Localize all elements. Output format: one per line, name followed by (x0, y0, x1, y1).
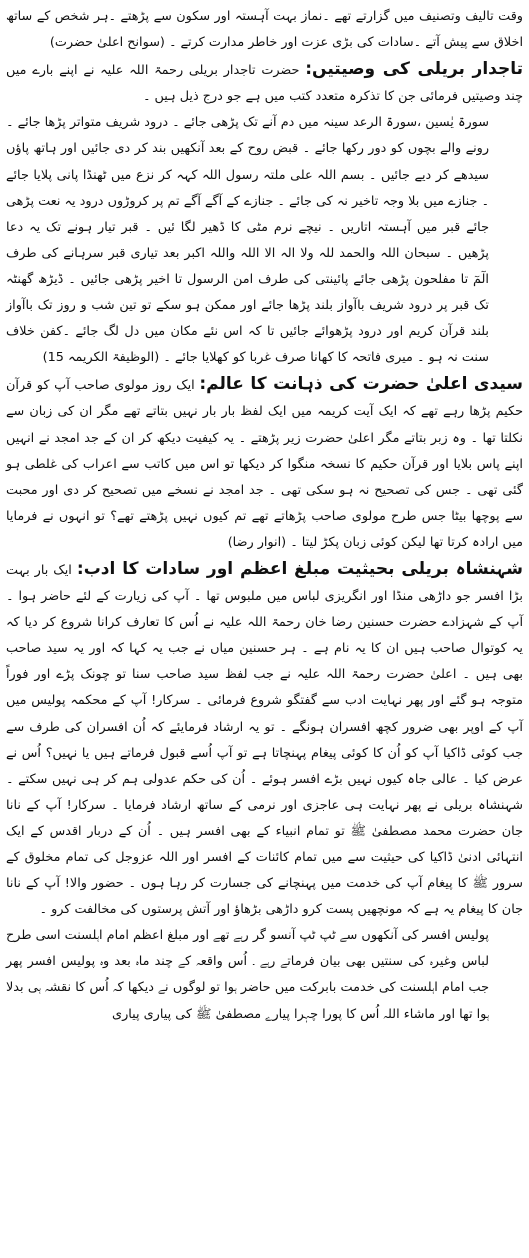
paragraph-intelligence (6, 371, 523, 556)
paragraph-will-list (6, 110, 523, 371)
paragraph-police-officer (6, 923, 523, 1027)
paragraph-text: وقت تالیف وتصنیف میں گزارتے تھے ۔نماز بہت آہستہ اور سکون سے پڑھتے ۔ہر شخص کے ساتھ اخلاق سے پیش آتے ۔سادات کی بڑی عزت اور خاطر مدارت کرتے ۔ (سوانح اعلیٰ حضرت) (6, 9, 523, 51)
paragraph-wills (6, 56, 523, 110)
paragraph-text: ایک بار بہت بڑا افسر جو داڑھی منڈا اور انگریزی لباس میں ملبوس تھا ۔ آپ کی زیارت کے لئے حاضر ہوا ۔ آپ کے شہزادے حضرت حسنین رضا خان رحمۃ اللہ علیہ نے اُس کا تعارف کرانا شروع کر دیا کہ یہ کوتوال صاحب ہیں ان کا یہ نام ہے ۔ ہر حسنین میاں نے جب یہ کہا کہ اور یہ سید صاحب بھی ہیں ۔ اعلیٰ حضرت رحمۃ اللہ علیہ نے جب لفظ سید صاحب سنا تو چونک پڑے اور فوراً متوجہ ہو گئے اور پھر نہایت ادب سے گفتگو شروع فرمائی ۔ سرکار! آپ کے محکمہ پولیس میں آپ کے اوپر بھی ضرور کچھ افسران ہونگے ۔ تو یہ ارشاد فرمایئے کہ اُن افسران کی طرف سے جب کوئی ڈاکیا آپ کو اُن کا کوئی پیغام پہنچاتا ہے تو آپ اُسے قبول فرماتے ہیں یا نہیں؟ اُس نے عرض کیا ۔ عالی جاہ کیوں نہیں بڑے افسر ہوئے ۔ اُن کی حکم عدولی ہم کر ہی نہیں سکتے ۔ شہنشاہ بریلی نے پھر نہایت ہی عاجزی اور نرمی کے ساتھ ارشاد فرمایا ۔ سرکار! آپ کے نانا جان حضرت محمد مصطفیٰ ﷺ تو تمام انبیاء کے بھی افسر ہیں ۔ اُن کے دربار اقدس کے ایک انتہائی ادنیٰ ڈاکیا کی حیثیت سے میں تمام کائنات کے افسر اور اللہ عزوجل کی تمام مخلوق کے سرور ﷺ کا پیغام آپ کی خدمت میں پہنچانے کی جسارت کر رہا ہوں ۔ حضور والا! آپ کے نانا جان کا پیغام یہ ہے کہ مونچھیں پست کرو داڑھی بڑھاؤ اور آتش پرستوں کی مخالفت کرو ۔ (6, 562, 523, 918)
section-heading-sadat-respect: شہنشاہ بریلی بحیثیت مبلغ اعظم اور سادات کا ادب: (76, 558, 523, 579)
paragraph-text: ایک روز مولوی صاحب آپ کو قرآن حکیم پڑھا رہے تھے کہ ایک آیت کریمہ میں ایک لفظ بار بار نہیں بتاتے تھے مگر ان کی زبان سے نکلتا تھا ۔ وہ زبر بتاتے مگر اعلیٰ حضرت زیر پڑھتے ۔ یہ کیفیت دیکھ کر ان کے جد امجد نے انہیں اپنے پاس بلایا اور قرآن حکیم کا نسخہ منگوا کر دیکھا تو اس میں کاتب سے اعراب کی غلطی ہو گئی تھی ۔ جس کی تصحیح نہ ہو سکی تھی ۔ جد امجد نے نسخے میں تصحیح کر دی اور محبت سے پوچھا بیٹا جس طرح مولوی صاحب پڑھاتے تھے تم کیوں نہیں پڑھتے تھے؟ تو انہوں نے فرمایا میں ارادہ کرتا تھا لیکن کوئی زبان پکڑ لیتا ۔ (انوار رضا) (6, 378, 523, 550)
paragraph-intro (6, 4, 523, 56)
paragraph-sadat-respect (6, 556, 523, 923)
paragraph-text: سورۃ یٰسین ،سورۃ الرعد سینہ میں دم آنے تک پڑھی جائے ۔ درود شریف متواتر پڑھا جائے ۔ رونے والے بچوں کو دور رکھا جائے ۔ قبض روح کے بعد آنکھیں بند کر دی جائیں اور ہاتھ پاؤں سیدھے کر دیے جائیں ۔ بسم اللہ علی ملتہ رسول اللہ کہہ کر نزع میں ٹھنڈا پانی پلایا جائے ۔ جنازے میں بلا وجہ تاخیر نہ کی جائے ۔ جنازے کے آگے آگے تم پر کروڑوں درود یہ نعت پڑھی جائے قبر میں آہستہ اتاریں ۔ نیچے نرم مٹی کا ڈھیر لگا ئیں ۔ قبر تیار ہونے تک یہ دعا پڑھیں ۔ سبحان اللہ والحمد للہ ولا الہ الا اللہ واللہ اکبر بعد تیاری قبر سرہانے کی طرف الٓمٓ تا مفلحون پڑھی جائے پائینتی کی طرف امن الرسول تا اخیر پڑھی جائیں ۔ ڈیڑھ گھنٹہ تک قبر پر درود شریف باآواز بلند پڑھا جائے اور ممکن ہو سکے تو تین شب و روز تک باآواز بلند قرآن کریم اور درود پڑھوائے جائیں تا کہ اس نئے مکان میں دل لگ جائے ۔کفن خلاف سنت نہ ہو ۔ میری فاتحہ کا کھانا صرف غربا کو کھلایا جائے ۔ (الوظیفۃ الکریمہ 15) (6, 115, 489, 366)
paragraph-text: پولیس افسر کی آنکھوں سے ٹپ ٹپ آنسو گر رہے تھے اور مبلغ اعظم امام اہلسنت اسی طرح لباس وغیرہ کی سنتیں بھی بیان فرماتے رہے ۔ اُس واقعہ کے چند ماہ بعد وہ پولیس افسر پھر جب امام اہلسنت کی خدمت بابرکت میں حاضر ہوا تو لوگوں نے دیکھا کہ اُس کا نقشہ ہی بدلا ہوا تھا اور ماشاء اللہ اُس کا پورا چہرا پیارے مصطفیٰ ﷺ کی پیاری پیاری (6, 928, 489, 1022)
section-heading-wills: تاجدار بریلی کی وصیتیں: (305, 59, 523, 80)
paragraph-text: حضرت تاجدار بریلی رحمۃ اللہ علیہ نے اپنے بارے میں چند وصیتیں فرمائی جن کا تذکرہ متعدد کتب میں ہے جو درج ذیل ہیں ۔ (6, 63, 523, 105)
section-heading-intelligence: سیدی اعلیٰ حضرت کی ذہانت کا عالم: (199, 374, 523, 395)
